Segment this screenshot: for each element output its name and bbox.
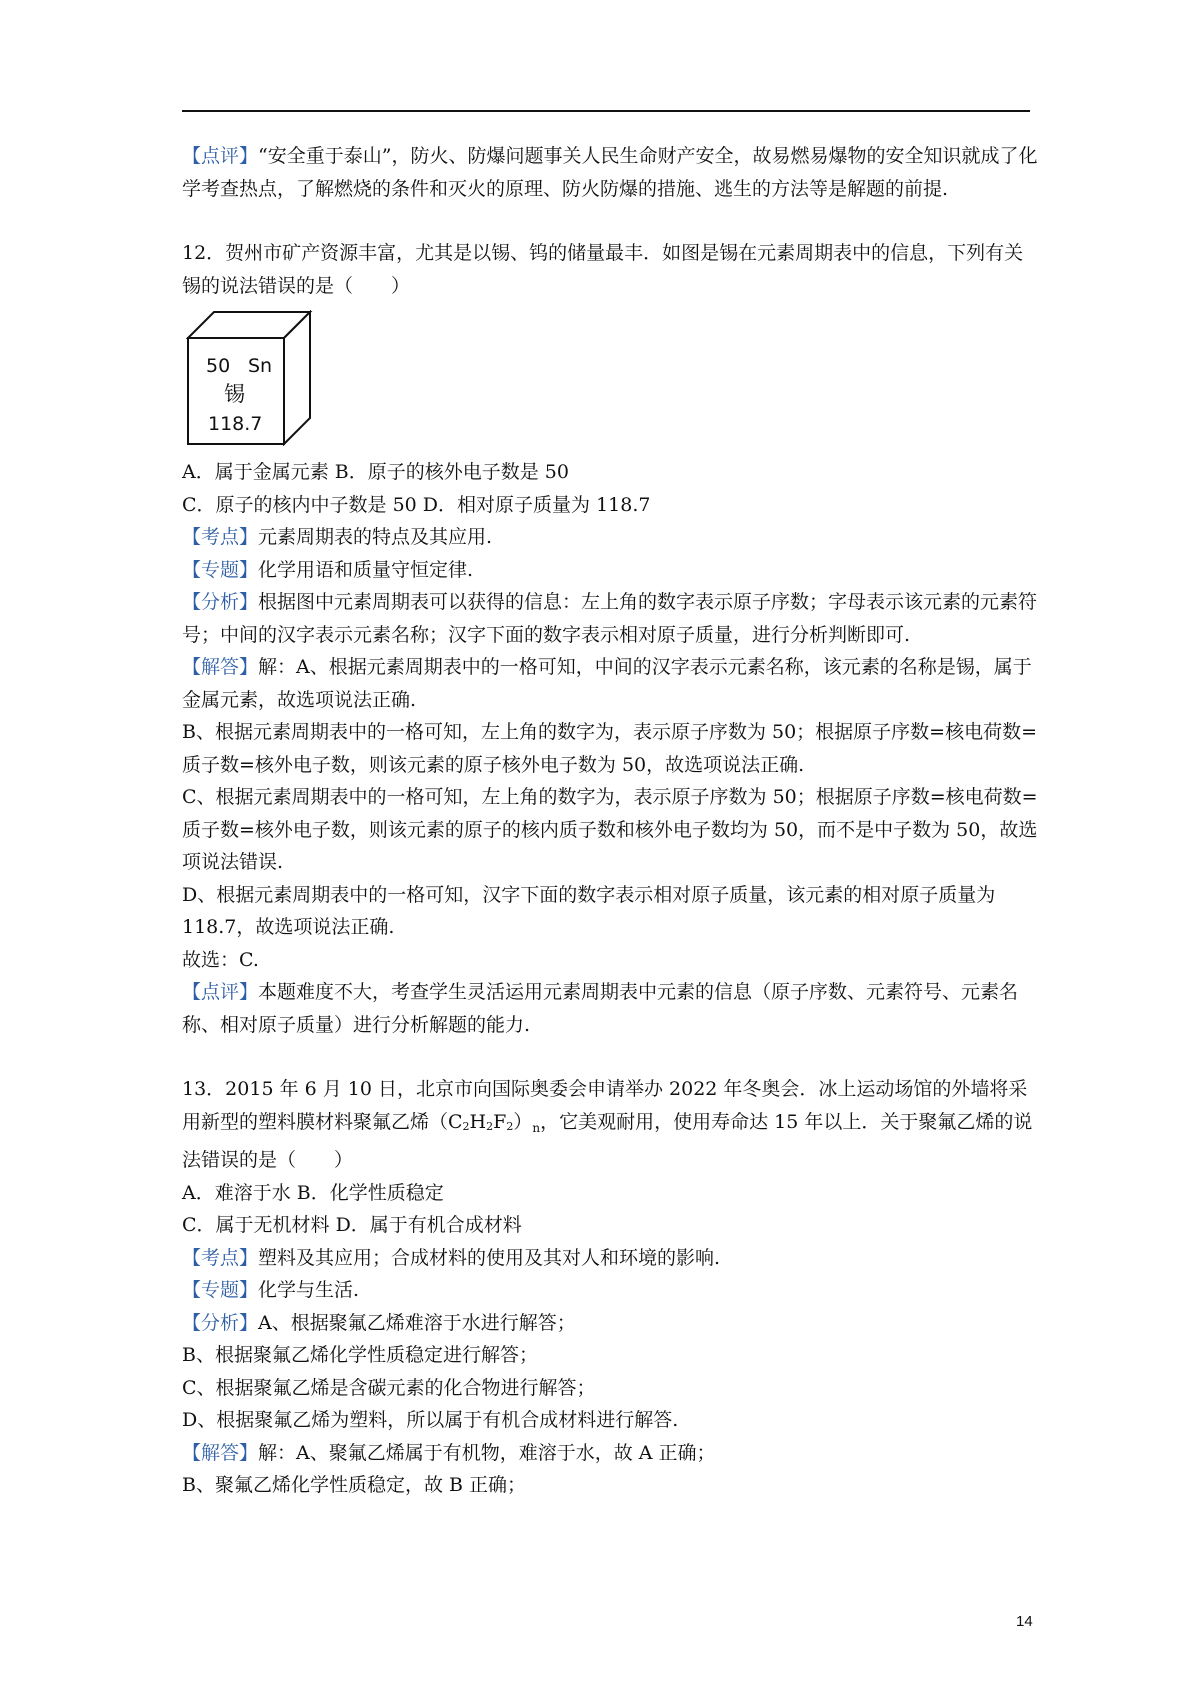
jieda-tag: 【解答】 [182,656,259,678]
jieda-text: 解：A、根据元素周期表中的一格可知，中间的汉字表示元素名称，该元素的名称是锡，属于金属元素，故选项说法正确. [182,656,1032,711]
q12-fenxi [182,586,1038,651]
q12-jieda [182,651,1038,716]
kaodian-tag: 【考点】 [182,526,259,548]
element-name: 锡 [224,382,245,406]
header-rule [182,110,1030,112]
kaodian-tag: 【考点】 [182,1246,259,1269]
atomic-mass: 118.7 [208,413,263,435]
zhuanti-text: 化学用语和质量守恒定律. [258,558,474,581]
kaodian-text: 塑料及其应用；合成材料的使用及其对人和环境的影响. [258,1246,721,1269]
fenxi-tag: 【分析】 [182,1311,259,1334]
zhuanti-text: 化学与生活. [258,1279,360,1301]
comment-11 [182,140,1038,205]
q13-fenxi [182,1307,1038,1340]
pingjia-text: 本题难度不大，考查学生灵活运用元素周期表中元素的信息（原子序数、元素符号、元素名称、相对原子质量）进行分析解题的能力. [182,981,1019,1036]
fenxi-text: A、根据聚氟乙烯难溶于水进行解答； [258,1311,576,1334]
q12-explain-c: C、根据元素周期表中的一格可知，左上角的数字为，表示原子序数为 50；根据原子序数=核电荷数=质子数=核外电子数，则该元素的原子的核内质子数和核外电子数均为 50，而不是中子数为 50，故选项说法错误. [182,786,1038,873]
zhuanti-tag: 【专题】 [182,1279,259,1301]
tin-element-box [186,310,326,446]
q13-fenxi-c: C、根据聚氟乙烯是含碳元素的化合物进行解答； [182,1376,596,1399]
q13-jieda [182,1437,1038,1470]
jieda-tag: 【解答】 [182,1441,259,1464]
zhuanti-tag: 【专题】 [182,558,259,581]
question-12-options-cd: C．原子的核内中子数是 50 D．相对原子质量为 118.7 [182,493,651,516]
q12-pingjia [182,976,1038,1041]
q13-fenxi-d: D、根据聚氟乙烯为塑料，所以属于有机合成材料进行解答. [182,1409,679,1431]
question-12-options-ab: A．属于金属元素 B．原子的核外电子数是 50 [182,461,569,483]
kaodian-text: 元素周期表的特点及其应用. [258,526,493,548]
jieda-text: 解：A、聚氟乙烯属于有机物，难溶于水，故 A 正确； [258,1441,716,1464]
q13-jieda-b: B、聚氟乙烯化学性质稳定，故 B 正确； [182,1474,527,1496]
atomic-number: 50 [206,355,231,377]
element-symbol: Sn [248,355,273,377]
question-13-options-ab: A．难溶于水 B．化学性质稳定 [182,1181,444,1204]
q12-explain-b: B、根据元素周期表中的一格可知，左上角的数字为，表示原子序数为 50；根据原子序数=核电荷数=质子数=核外电子数，则该元素的原子核外电子数为 50，故选项说法正确. [182,721,1038,776]
q12-kaodian [182,521,1038,554]
comment-tag: 【点评】 [182,145,259,167]
question-13-options-cd: C．属于无机材料 D．属于有机合成材料 [182,1214,522,1236]
comment-text: “安全重于泰山”，防火、防爆问题事关人民生命财产安全，故易燃易爆物的安全知识就成了化学考查热点，了解燃烧的条件和灭火的原理、防火防爆的措施、逃生的方法等是解题的前提. [182,145,1038,200]
page-number: 14 [1016,1613,1033,1630]
q13-fenxi-b: B、根据聚氟乙烯化学性质稳定进行解答； [182,1344,538,1366]
question-12-stem: 12．贺州市矿产资源丰富，尤其是以锡、钨的储量最丰．如图是锡在元素周期表中的信息，下列有关锡的说法错误的是（ ） [182,242,1024,297]
q13-kaodian [182,1242,1038,1275]
q13-zhuanti [182,1274,1038,1307]
fenxi-tag: 【分析】 [182,591,259,613]
page-content [182,140,1038,1502]
q12-zhuanti [182,554,1038,587]
question-13-stem: 13．2015 年 6 月 10 日，北京市向国际奥委会申请举办 2022 年冬奥会．冰上运动场馆的外墙将采用新型的塑料膜材料聚氟乙烯$(C2H2F2)_n$，它美观耐用，使用寿命达 15 年以上．关于聚氟乙烯的说法错误的是（ ） [182,1078,1033,1171]
fenxi-text: 根据图中元素周期表可以获得的信息：左上角的数字表示原子序数；字母表示该元素的元素符号；中间的汉字表示元素名称；汉字下面的数字表示相对原子质量，进行分析判断即可. [182,591,1038,646]
q12-explain-d: D、根据元素周期表中的一格可知，汉字下面的数字表示相对原子质量，该元素的相对原子质量为 118.7，故选项说法正确. [182,883,996,938]
q12-answer: 故选：C. [182,948,259,971]
pingjia-tag: 【点评】 [182,981,259,1003]
